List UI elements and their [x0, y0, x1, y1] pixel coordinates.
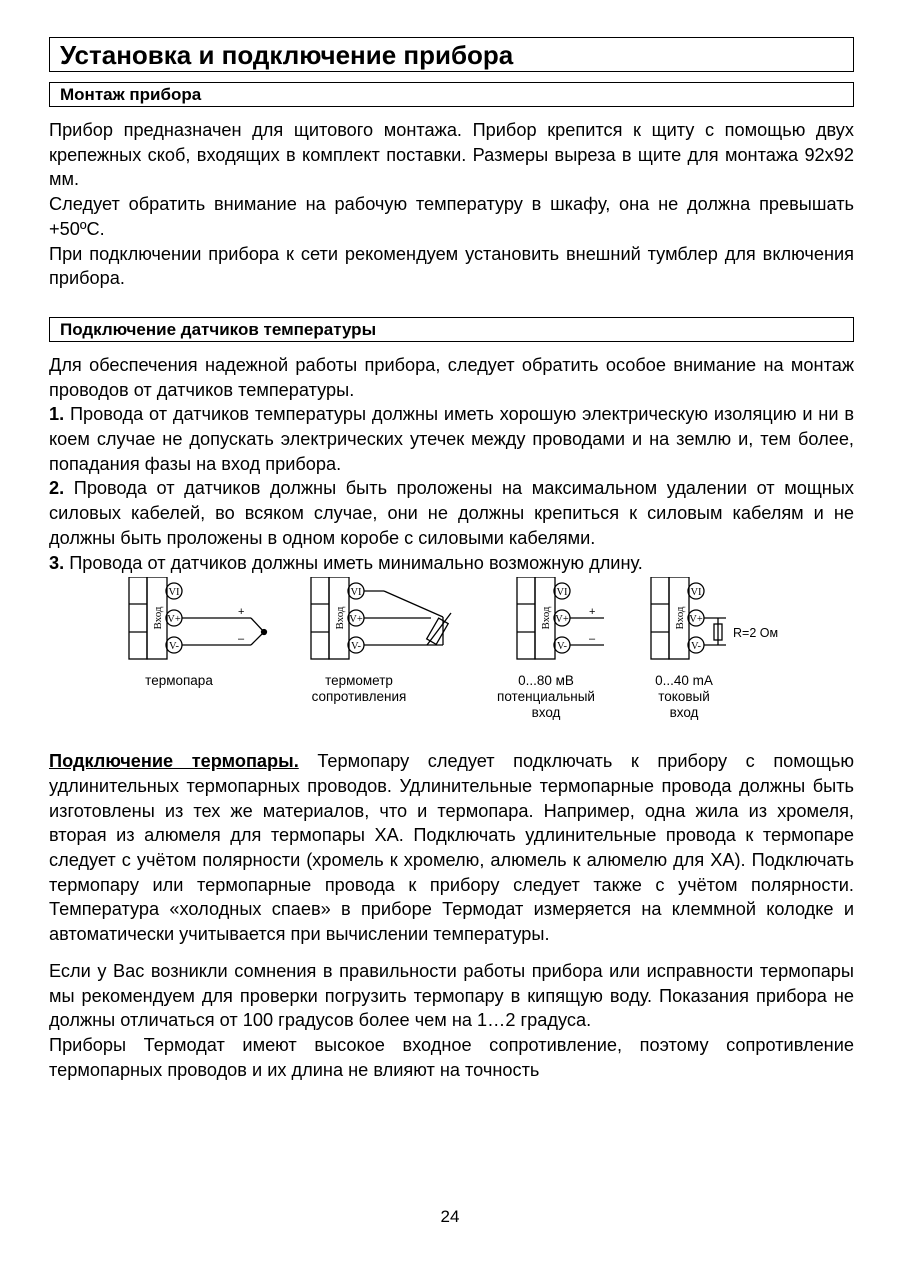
section-heading-mounting: Монтаж прибора — [49, 82, 854, 107]
paragraph: Если у Вас возникли сомнения в правильности работы прибора или исправности термопары мы рекомендуем для проверки погрузить термопару в кипящую воду. Показания прибора не должны отличаться от 100 градусов более чем на 1…2 градуса. — [49, 960, 854, 1031]
pin-label-vi: VI — [350, 587, 362, 599]
pin-label-vplus: V+ — [555, 614, 569, 626]
terminal-block-rtd — [311, 577, 451, 659]
caption-mv: 0...80 мВ потенциальный вход — [497, 673, 595, 721]
list-item — [49, 476, 854, 550]
pin-label-vminus: V- — [556, 641, 568, 653]
list-text: Провода от датчиков должны иметь минимально возможную длину. — [64, 552, 643, 573]
paragraph: Прибор предназначен для щитового монтажа. Прибор крепится к щиту с помощью двух крепежных скоб, входящих в комплект поставки. Размеры выреза в щите для монтажа 92х92 мм. — [49, 120, 854, 190]
page-number: 24 — [440, 1207, 460, 1226]
wiring-diagram — [49, 577, 854, 747]
pin-label-vminus: V- — [350, 641, 362, 653]
terminal-label: Вход — [674, 606, 686, 630]
pin-label-vplus: V+ — [167, 614, 181, 626]
caption-rtd: термометр сопротивления — [311, 673, 407, 705]
pin-label-vminus: V- — [168, 641, 180, 653]
thermocouple-paragraph — [49, 749, 854, 947]
paragraph: При подключении прибора к сети рекомендуем установить внешний тумблер для включения прибора. — [49, 243, 854, 289]
polarity-minus: – — [238, 633, 245, 646]
pin-label-vminus: V- — [690, 641, 702, 653]
section-sensors-body — [49, 353, 854, 575]
list-item — [49, 402, 854, 476]
polarity-plus: + — [589, 606, 596, 619]
terminal-label: Вход — [334, 606, 346, 630]
list-number: 1. — [49, 404, 65, 425]
terminal-label: Вход — [152, 606, 164, 630]
pin-label-vplus: V+ — [349, 614, 363, 626]
page-content — [49, 37, 854, 1082]
paragraph: Следует обратить внимание на рабочую температуру в шкафу, она не должна превышать +50ºС. — [49, 194, 854, 239]
terminal-label: Вход — [540, 606, 552, 630]
list-number: 2. — [49, 478, 65, 499]
pin-label-vi: VI — [690, 587, 702, 599]
section-mounting-body — [49, 118, 854, 291]
polarity-plus: + — [238, 606, 245, 619]
list-number: 3. — [49, 552, 65, 573]
list-text: Провода от датчиков температуры должны иметь хорошую электрическую изоляцию и ни в коем случае не допускать электрических утечек между проводами и на землю и, тем более, попадания фазы на вход прибора. — [49, 404, 854, 474]
polarity-minus: – — [589, 633, 596, 646]
thermocouple-text: Термопару следует подключать к прибору с помощью удлинительных термопарных проводов. Удлинительные термопарные провода должны быть изготовлены из тех же материалов, что и термопара. Например, одна жила из хромеля, вторая из алюмеля для термопары ХА. Подключать удлинительные провода к термопаре следует с учётом полярности (хромель к хромелю, алюмель к алюмелю для ХА). Подключать термопару или термопарные провода к прибору следует также с учётом полярности. Температура «холодных спаев» в приборе Термодат измеряется на клеммной колодке и автоматически учитывается при вычислении температуры. — [49, 751, 854, 945]
paragraph: Приборы Термодат имеют высокое входное сопротивление, поэтому сопротивление термопарных проводов и их длина не влияют на точность — [49, 1034, 854, 1080]
page-title: Установка и подключение прибора — [49, 37, 854, 72]
pin-label-vplus: V+ — [689, 614, 703, 626]
pin-label-vi: VI — [556, 587, 568, 599]
thermocouple-lead: Подключение термопары. — [49, 751, 299, 772]
terminal-block-thermocouple — [129, 577, 267, 659]
list-text: Провода от датчиков должны быть проложены на максимальном удалении от мощных силовых кабелей, во всяком случае, они не должны крепиться к силовым кабелям и не должны быть проложены в одном коробе с силовыми кабелями. — [49, 478, 854, 548]
caption-ma: 0...40 mA токовый вход — [655, 673, 713, 721]
paragraph: Для обеспечения надежной работы прибора, следует обратить особое внимание на монтаж проводов от датчиков температуры. — [49, 354, 854, 400]
list-item — [49, 551, 854, 576]
caption-thermocouple: термопара — [145, 673, 213, 689]
section-heading-sensors: Подключение датчиков температуры — [49, 317, 854, 342]
resistor-label: R=2 Ом — [733, 626, 779, 641]
pin-label-vi: VI — [168, 587, 180, 599]
